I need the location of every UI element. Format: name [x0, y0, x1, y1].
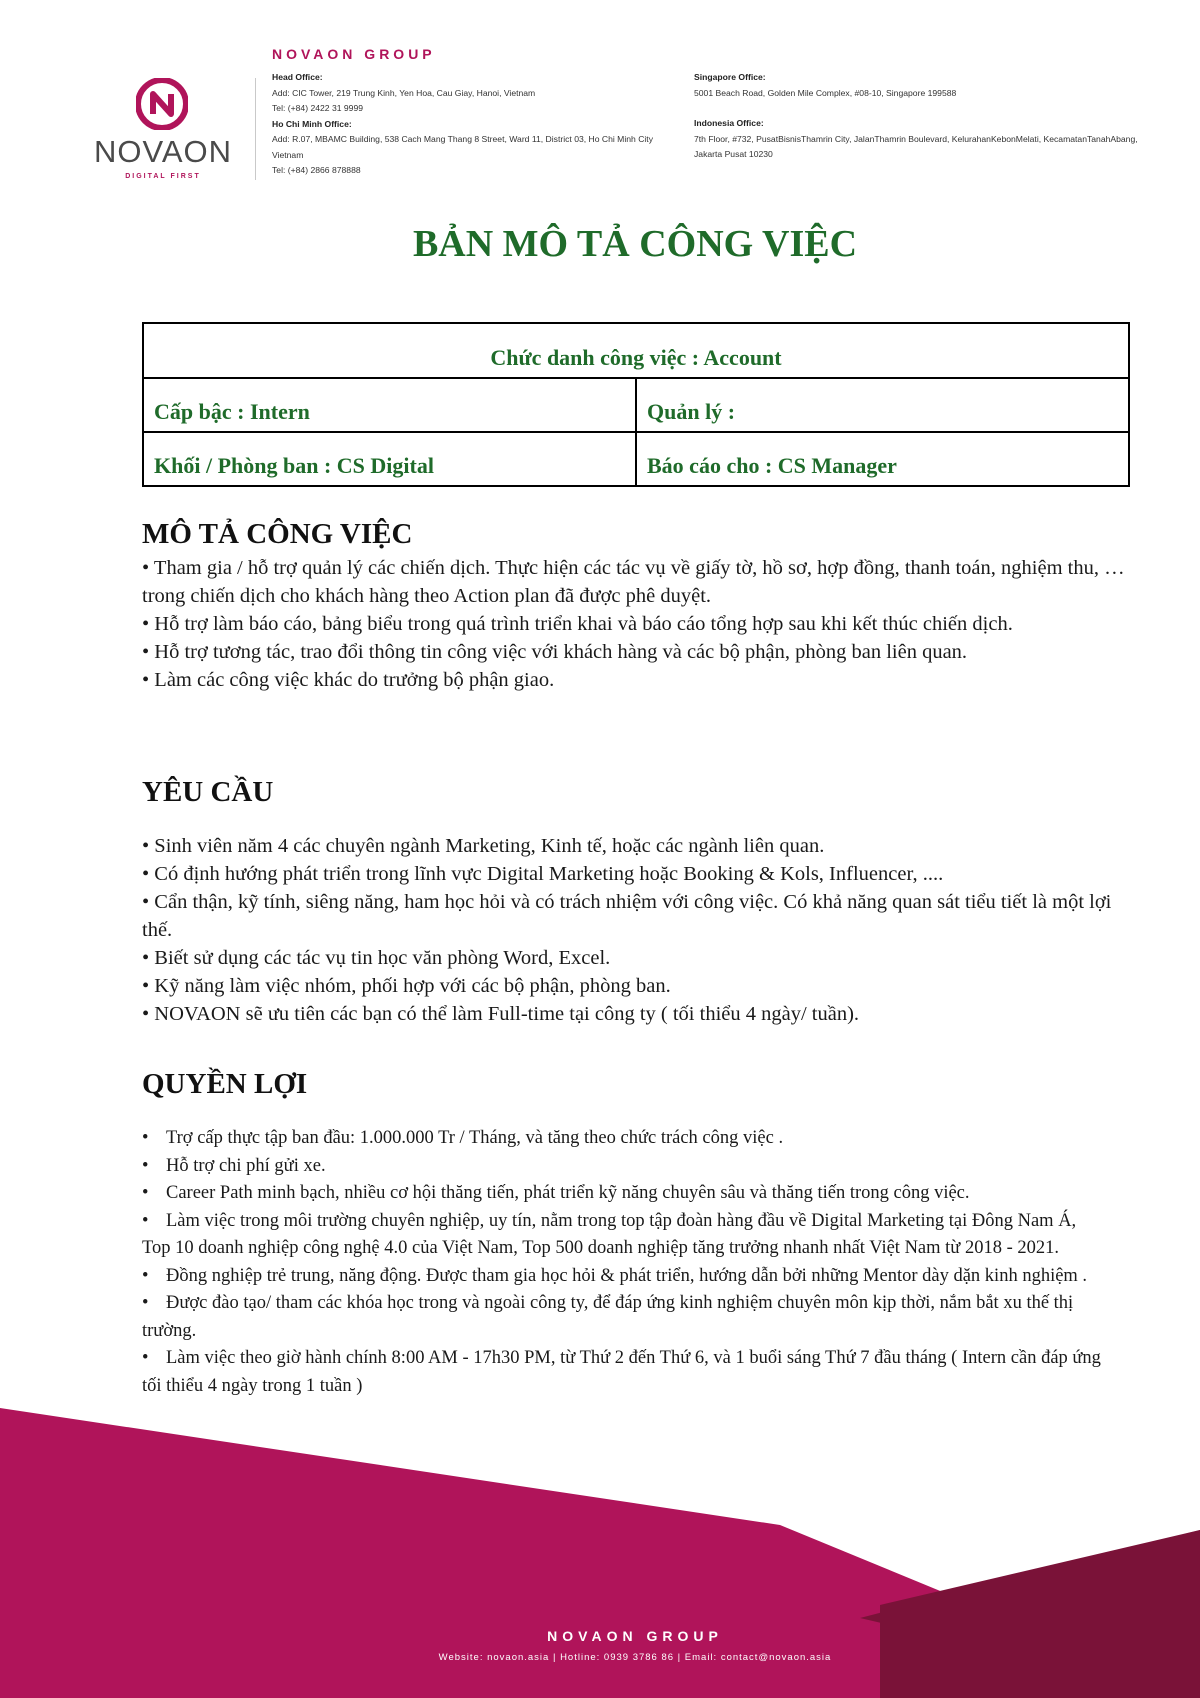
head-office-address: Add: CIC Tower, 219 Trung Kinh, Yen Hoa, Cau Giay, Hanoi, Vietnam [272, 87, 536, 98]
bullet: • [142, 1183, 149, 1203]
requirements-list [142, 832, 1127, 1028]
hcm-office-label: Ho Chi Minh Office: [272, 118, 352, 129]
list-item-text: Được đào tạo/ tham các khóa học trong và ngoài công ty, để đáp ứng kinh nghiệm chuyên môn kịp thời, nắm bắt xu thế thị trường. [142, 1293, 1074, 1341]
international-offices [694, 70, 1164, 163]
novaon-n-icon [136, 78, 188, 130]
list-item-text: Hỗ trợ chi phí gửi xe. [166, 1155, 326, 1176]
requirements-heading: YÊU CẦU [142, 776, 274, 808]
singapore-office-label: Singapore Office: [694, 72, 766, 82]
list-item: • NOVAON sẽ ưu tiên các bạn có thể làm Full-time tại công ty ( tối thiểu 4 ngày/ tuần). [142, 1003, 860, 1025]
list-item-text: Trợ cấp thực tập ban đầu: 1.000.000 Tr / Tháng, và tăng theo chức trách công việc . [166, 1128, 784, 1148]
list-item-text: Làm việc trong môi trường chuyên nghiệp, uy tín, nằm trong top tập đoàn hàng đầu về Digital Marketing tại Đông Nam Á, Top 10 doanh nghiệp công nghệ 4.0 của Việt Nam, Top 500 doanh nghiệp tăng trưởng nhanh nhất Việt Nam từ 2018 - 2021. [142, 1210, 1077, 1258]
benefits-heading: QUYỀN LỢI [142, 1068, 308, 1100]
table-row [144, 431, 1128, 485]
list-item: • Biết sử dụng các tác vụ tin học văn phòng Word, Excel. [142, 947, 611, 969]
level-cell: Cấp bậc : Intern [154, 399, 310, 424]
list-item: • Hỗ trợ làm báo cáo, bảng biểu trong quá trình triển khai và báo cáo tổng hợp sau khi kết thúc chiến dịch. [142, 613, 1013, 635]
header-group-name: NOVAON GROUP [272, 46, 436, 62]
company-logo [88, 78, 238, 188]
footer-contact: Website: novaon.asia | Hotline: 0939 3786 86 | Email: contact@novaon.asia [438, 1652, 832, 1663]
bullet: • [142, 1293, 149, 1313]
list-item: • Sinh viên năm 4 các chuyên ngành Marketing, Kinh tế, hoặc các ngành liên quan. [142, 835, 825, 857]
list-item [142, 1290, 1102, 1345]
list-item: • Tham gia / hỗ trợ quản lý các chiến dịch. Thực hiện các tác vụ về giấy tờ, hồ sơ, hợp đồng, thanh toán, nghiệm thu, … trong chiến dịch cho khách hàng theo Action plan đã được phê duyệt. [142, 557, 1125, 607]
list-item [142, 1345, 1102, 1400]
department-cell: Khối / Phòng ban : CS Digital [154, 453, 434, 478]
document-title: BẢN MÔ TẢ CÔNG VIỆC [412, 223, 858, 265]
table-row [144, 377, 1128, 431]
hcm-office-tel: Tel: (+84) 2866 878888 [272, 165, 361, 175]
logo-tagline: DIGITAL FIRST [125, 173, 201, 180]
address-spacer [694, 101, 1164, 116]
bullet: • [142, 1210, 149, 1231]
table-row [144, 324, 1128, 377]
hcm-office-address: Add: R.07, MBAMC Building, 538 Cach Mang Thang 8 Street, Ward 11, District 03, Ho Chi Minh City Vietnam [272, 134, 653, 160]
list-item-text: Đồng nghiệp trẻ trung, năng động. Được tham gia học hỏi & phát triển, hướng dẫn bởi những Mentor dày dặn kinh nghiệm . [166, 1265, 1088, 1286]
list-item: • Có định hướng phát triển trong lĩnh vực Digital Marketing hoặc Booking & Kols, Influencer, .... [142, 863, 944, 885]
list-item: • Làm các công việc khác do trưởng bộ phận giao. [142, 669, 555, 691]
list-item [142, 1153, 1102, 1181]
job-info-table [142, 322, 1130, 487]
logo-wordmark: NOVAON [93, 134, 233, 169]
head-office-label: Head Office: [272, 72, 323, 82]
head-office-tel: Tel: (+84) 2422 31 9999 [272, 103, 364, 113]
header-divider [255, 78, 256, 180]
bullet: • [142, 1265, 149, 1286]
list-item [142, 1180, 1102, 1208]
report-to-cell: Báo cáo cho : CS Manager [635, 433, 1128, 485]
bullet: • [142, 1128, 149, 1148]
job-title-cell: Chức danh công việc : Account [490, 345, 782, 370]
bullet: • [142, 1348, 149, 1368]
list-item-text: Làm việc theo giờ hành chính 8:00 AM - 17h30 PM, từ Thứ 2 đến Thứ 6, và 1 buổi sáng Thứ 7 đầu tháng ( Intern cần đáp ứng tối thiểu 4 ngày trong 1 tuần ) [142, 1348, 1101, 1396]
list-item [142, 1208, 1102, 1263]
list-item: • Cẩn thận, kỹ tính, siêng năng, ham học hỏi và có trách nhiệm với công việc. Có khả năng quan sát tiểu tiết là một lợi thế. [142, 891, 1112, 941]
list-item-text: Career Path minh bạch, nhiều cơ hội thăng tiến, phát triển kỹ năng chuyên sâu và thăng tiến trong công việc. [166, 1183, 970, 1203]
vietnam-offices [272, 70, 672, 179]
footer-group-name: NOVAON GROUP [547, 1628, 723, 1644]
singapore-office-address: 5001 Beach Road, Golden Mile Complex, #08-10, Singapore 199588 [694, 87, 957, 98]
job-description-list [142, 554, 1127, 694]
list-item [142, 1263, 1102, 1291]
indonesia-office-label: Indonesia Office: [694, 118, 764, 128]
job-description-heading: MÔ TẢ CÔNG VIỆC [142, 518, 413, 550]
indonesia-office-address: 7th Floor, #732, PusatBisnisThamrin City, JalanThamrin Boulevard, KelurahanKebonMelati, KecamatanTanahAbang, Jakarta Pusat 10230 [694, 133, 1138, 159]
list-item: • Hỗ trợ tương tác, trao đổi thông tin công việc với khách hàng và các bộ phận, phòng ban liên quan. [142, 641, 968, 663]
bullet: • [142, 1155, 149, 1176]
manager-cell: Quản lý : [635, 379, 1128, 431]
list-item: • Kỹ năng làm việc nhóm, phối hợp với các bộ phận, phòng ban. [142, 975, 671, 997]
benefits-list [142, 1125, 1102, 1400]
list-item [142, 1125, 1102, 1153]
